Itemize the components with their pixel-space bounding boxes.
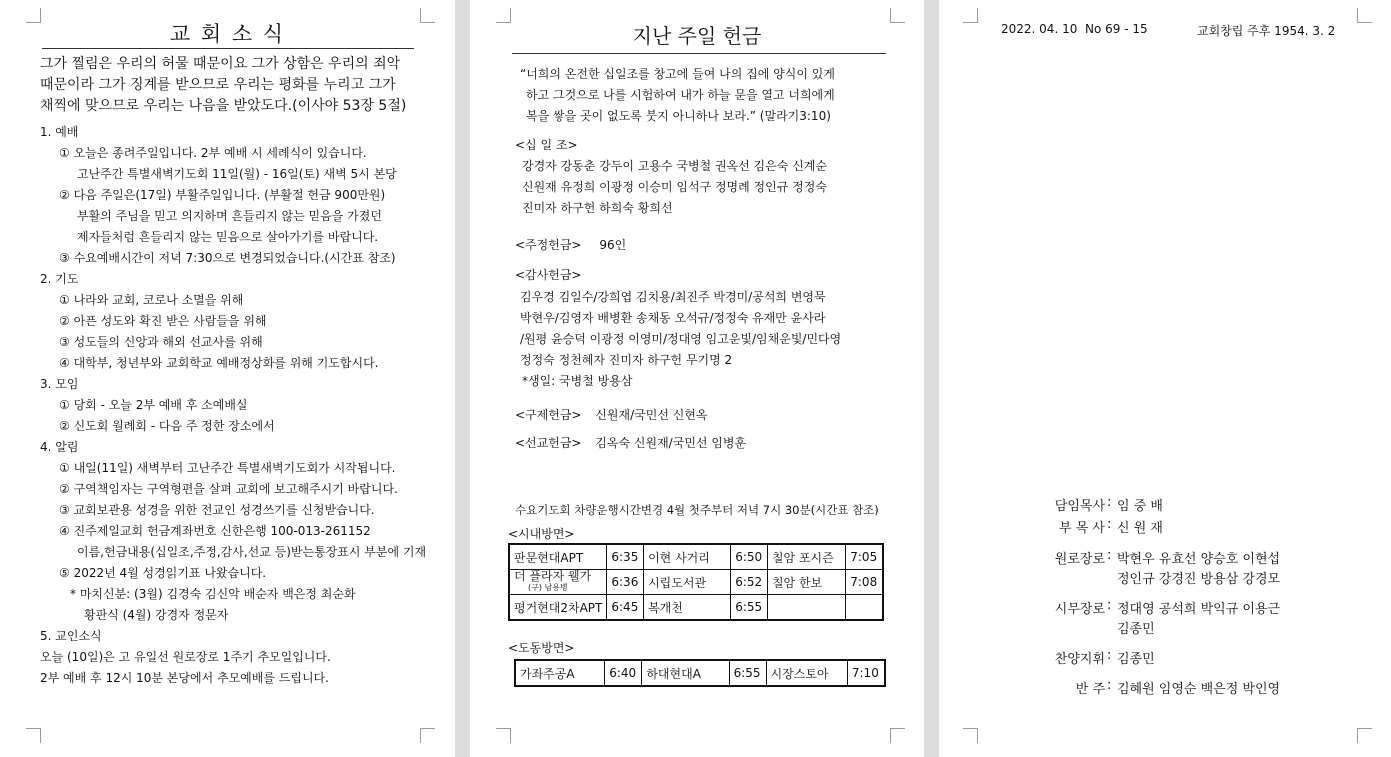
crop-mark <box>963 8 978 23</box>
bulletin-issue: No 69 - 15 <box>1085 22 1148 36</box>
section-line: 오늘 (10일)은 고 유일선 원로장로 1주기 추모일입니다. <box>40 650 331 664</box>
bus-time: 6:40 <box>605 660 642 686</box>
staff-names: 김혜원 임영순 백은정 박인영 <box>1117 682 1281 697</box>
staff-label: 부 목 사 <box>1059 521 1105 536</box>
crop-mark <box>890 728 905 743</box>
crop-mark <box>1357 8 1372 23</box>
staff-names: 김종민 <box>1117 652 1155 667</box>
bus-stop-name: 더 플라자 웰가 <box>514 569 592 583</box>
bus-time: 6:55 <box>729 660 766 686</box>
relief-names: 신원재/국민선 신현옥 <box>595 408 708 422</box>
name-line: 강경자 강동춘 강두이 고용수 국병철 권옥선 김은숙 신계순 <box>522 159 827 173</box>
staff-label: 반 주 <box>1075 682 1105 697</box>
bus-stop: 가좌주공A <box>515 660 605 686</box>
bus-stop: 평거현대2차APT <box>509 595 607 621</box>
name-line: 정정숙 정천혜자 진미자 하구헌 무기명 2 <box>520 353 733 367</box>
intro-line: 채찍에 맞으므로 우리는 나음을 받았도다.(이사야 53장 5절) <box>40 98 407 114</box>
news-item: 제자들처럼 흔들리지 않는 믿음으로 살아가기를 바랍니다. <box>77 230 379 244</box>
bus-time: 6:45 <box>607 595 644 621</box>
dodong-route-header: <도동방면> <box>508 641 575 655</box>
section-line: 1. 예배 <box>40 125 79 139</box>
bus-stop <box>767 595 845 621</box>
staff-separator: : <box>1107 678 1112 693</box>
crop-mark <box>420 728 435 743</box>
bus-row <box>515 660 885 686</box>
crop-mark <box>963 728 978 743</box>
dodong-bus-table <box>514 659 886 687</box>
bus-stop: 시장스토아 <box>766 660 847 686</box>
bus-time <box>846 595 883 621</box>
section-line: 5. 교인소식 <box>40 629 102 643</box>
bus-stop: 칠암 포시즌 <box>767 544 845 570</box>
bus-row <box>509 570 883 595</box>
founding-date: 교회창립 주후 1954. 3. 2 <box>1197 24 1336 38</box>
mission-names: 김옥숙 신원재/국민선 임병훈 <box>595 436 747 450</box>
bus-stop: 이현 사거리 <box>644 544 731 570</box>
news-list <box>40 122 426 689</box>
title-underline <box>512 53 886 54</box>
mission-offering <box>515 434 746 451</box>
staff-names: 임 중 배 <box>1117 499 1163 514</box>
verse-line: “너희의 온전한 십일조를 창고에 들여 나의 집에 양식이 있게 <box>520 67 835 81</box>
news-item: ③ 교회보관용 성경을 위한 전교인 성경쓰기를 신청받습니다. <box>59 503 375 517</box>
bus-row <box>509 595 883 621</box>
staff-names: 김종민 <box>1117 622 1155 637</box>
section-line: 2. 기도 <box>40 272 79 286</box>
section-line: 3. 모임 <box>40 377 79 391</box>
news-item: 황판식 (4월) 강경자 정문자 <box>84 608 229 622</box>
tithe-header: <십 일 조> <box>515 138 578 152</box>
news-item: 이름,헌금내용(십일조,주정,감사,선교 등)받는통장표시 부분에 기재 <box>77 545 427 559</box>
intro-verse <box>40 54 406 117</box>
name-line: 신원재 유정희 이광정 이승미 임석구 정명례 정인규 정정숙 <box>522 180 827 194</box>
weekly-offering <box>515 236 626 253</box>
bus-time: 7:08 <box>846 570 883 595</box>
news-item: 부활의 주님을 믿고 의지하며 흔들리지 않는 믿음을 가졌던 <box>77 209 382 223</box>
staff-separator: : <box>1107 548 1112 563</box>
staff-names: 정인규 강경진 방용삼 강경모 <box>1117 572 1281 587</box>
malachi-verse <box>520 64 835 127</box>
name-line: /원평 윤승덕 이광정 이영미/정대영 임고운빛/임채운빛/민다영 <box>520 332 842 346</box>
name-line: 김우경 김일수/강희엽 김치용/최진주 박경미/공석희 변영묵 <box>520 290 826 304</box>
staff-label: 시무장로 <box>1054 602 1105 617</box>
bus-stop: 하대현대A <box>642 660 729 686</box>
bus-time: 7:05 <box>846 544 883 570</box>
bus-stop: 복개천 <box>644 595 731 621</box>
staff-names: 신 원 재 <box>1117 521 1163 536</box>
verse-line: 하고 그것으로 나를 시험하여 내가 하늘 문을 열고 너희에게 <box>526 88 835 102</box>
bus-notice: 수요기도회 차량운행시간변경 4월 첫주부터 저녁 7시 30분(시간표 참조) <box>515 503 879 517</box>
section-line: 2부 예배 후 12시 10분 본당에서 추모예배를 드립니다. <box>40 671 329 685</box>
name-line: 진미자 하구헌 하희숙 황희선 <box>522 201 673 215</box>
bus-stop <box>509 570 607 595</box>
bus-time: 6:50 <box>731 544 768 570</box>
title-underline <box>42 48 414 49</box>
crop-mark <box>26 728 41 743</box>
bus-stop: 칠암 한보 <box>767 570 845 595</box>
news-item: ② 다음 주일은(17일) 부활주일입니다. (부활절 헌금 900만원) <box>59 188 386 202</box>
news-item: ② 구역책임자는 구역형편을 살펴 교회에 보고해주시기 바랍니다. <box>59 482 398 496</box>
tithe-names <box>522 156 827 219</box>
staff-label: 찬양지휘 <box>1054 652 1105 667</box>
verse-line: 복을 쌓을 곳이 없도록 붓지 아니하나 보라.” (말라기3:10) <box>526 109 831 123</box>
page-church-news <box>0 0 455 757</box>
intro-line: 그가 찔림은 우리의 허물 때문이요 그가 상함은 우리의 죄악 <box>40 56 401 72</box>
bus-stop: 시립도서관 <box>644 570 731 595</box>
news-item: * 마치신분: (3월) 김경숙 김신악 배순자 백은정 최순화 <box>70 587 356 601</box>
bus-time: 6:36 <box>607 570 644 595</box>
news-item: ③ 수요예배시간이 저녁 7:30으로 변경되었습니다.(시간표 참조) <box>59 251 396 265</box>
weekly-count: 96인 <box>599 238 627 252</box>
relief-header: <구제헌금> <box>515 408 582 422</box>
news-item: ⑤ 2022년 4월 성경읽기표 나왔습니다. <box>59 566 267 580</box>
bus-time: 6:52 <box>731 570 768 595</box>
news-item: ② 신도회 월례회 - 다음 주 정한 장소에서 <box>59 419 275 433</box>
news-item: ④ 진주제일교회 헌금계좌번호 신한은행 100-013-261152 <box>59 524 371 538</box>
news-item: ① 당회 - 오늘 2부 예배 후 소예배실 <box>59 398 248 412</box>
crop-mark <box>496 728 511 743</box>
bus-stop-note: (구) 남용병 <box>528 583 568 592</box>
church-news-title: 교 회 소 식 <box>169 22 286 46</box>
page-offerings <box>470 0 924 757</box>
staff-separator: : <box>1107 495 1112 510</box>
news-item: ③ 성도들의 신앙과 해외 선교사를 위해 <box>59 335 263 349</box>
bus-time: 7:10 <box>847 660 885 686</box>
mission-header: <선교헌금> <box>515 436 582 450</box>
name-line: 박현우/김영자 배병환 송채동 오석규/정정숙 유재만 윤사라 <box>520 311 826 325</box>
staff-names: 박현우 유효선 양승호 이현섭 <box>1117 552 1281 567</box>
city-route-header: <시내방면> <box>508 527 575 541</box>
news-item: 고난주간 특별새벽기도회 11일(월) - 16일(토) 새벽 5시 본당 <box>77 167 397 181</box>
staff-label: 담임목사 <box>1054 499 1105 514</box>
thanks-names <box>520 287 841 392</box>
city-bus-table <box>508 543 884 621</box>
bus-time: 6:55 <box>731 595 768 621</box>
staff-separator: : <box>1107 648 1112 663</box>
news-item: ① 오늘은 종려주일입니다. 2부 예배 시 세례식이 있습니다. <box>59 146 367 160</box>
section-line: 4. 알림 <box>40 440 79 454</box>
bulletin-date: 2022. 04. 10 <box>1001 22 1078 36</box>
bus-row <box>509 544 883 570</box>
staff-separator: : <box>1107 517 1112 532</box>
birthday-line: *생일: 국병철 방용삼 <box>522 374 633 388</box>
news-item: ① 내일(11일) 새벽부터 고난주간 특별새벽기도회가 시작됩니다. <box>59 461 396 475</box>
offerings-title: 지난 주일 헌금 <box>632 24 762 48</box>
news-item: ④ 대학부, 청년부와 교회학교 예배정상화를 위해 기도합시다. <box>59 356 379 370</box>
page-cover <box>939 0 1391 757</box>
crop-mark <box>1357 728 1372 743</box>
relief-offering <box>515 406 708 423</box>
thanks-header: <감사헌금> <box>515 268 582 282</box>
staff-names: 정대영 공석희 박익규 이용근 <box>1117 602 1281 617</box>
intro-line: 때문이라 그가 징계를 받으므로 우리는 평화를 누리고 그가 <box>40 77 396 93</box>
weekly-header: <주정헌금> <box>515 238 582 252</box>
staff-separator: : <box>1107 598 1112 613</box>
staff-label: 원로장로 <box>1054 552 1105 567</box>
bus-stop: 판문현대APT <box>509 544 607 570</box>
news-item: ② 아픈 성도와 확진 받은 사람들을 위해 <box>59 314 267 328</box>
news-item: ① 나라와 교회, 코로나 소멸을 위해 <box>59 293 244 307</box>
bus-time: 6:35 <box>607 544 644 570</box>
